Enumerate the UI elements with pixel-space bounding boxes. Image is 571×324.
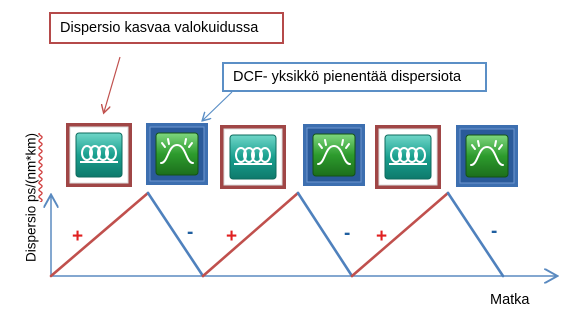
y-axis-label xyxy=(24,113,39,283)
plus-sign: + xyxy=(72,226,84,247)
dispersion-fall-line xyxy=(148,193,203,276)
dispersion-rise-line xyxy=(51,193,148,276)
callout-dcf-pointer xyxy=(203,92,232,120)
minus-sign: - xyxy=(491,221,498,242)
fiber-coil-icon xyxy=(375,125,441,189)
callout-fiber-pointer xyxy=(104,57,120,112)
callout-dcf-text: DCF- yksikkö pienentää dispersiota xyxy=(233,69,462,85)
plus-sign: + xyxy=(226,226,238,247)
plus-sign: + xyxy=(376,226,388,247)
y-axis-unit: ps/(nm*km) xyxy=(23,132,39,202)
dispersion-rise-line xyxy=(203,193,298,276)
fiber-coil-icon xyxy=(220,125,286,189)
dispersion-rise-line xyxy=(352,193,448,276)
minus-sign: - xyxy=(344,223,351,244)
dcf-module-icon xyxy=(456,125,518,187)
dcf-module-icon xyxy=(303,124,365,186)
fiber-coil-icon xyxy=(66,123,132,187)
minus-sign: - xyxy=(187,222,194,243)
y-axis-label-text: Dispersio xyxy=(23,202,39,263)
dcf-module-icon xyxy=(146,123,208,185)
x-axis-label: Matka xyxy=(490,292,530,308)
callout-fiber-text: Dispersio kasvaa valokuidussa xyxy=(60,20,259,36)
